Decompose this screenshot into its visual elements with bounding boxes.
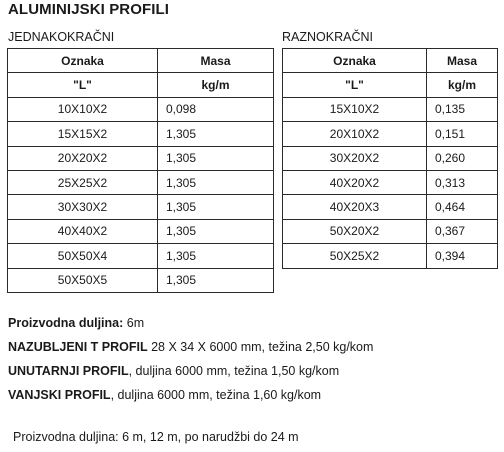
table-row [283,170,498,194]
cell-masa: 0,367 [427,219,498,243]
table-row [283,195,498,219]
table-row [8,195,274,219]
table-row [283,97,498,121]
equal-leg-caption: JEDNAKOKRAČNI [8,30,115,44]
cell-oznaka: 25X25X2 [8,170,158,194]
note-t-profile [8,340,373,354]
cell-masa: kg/m [427,73,498,97]
table-header-row [283,49,498,73]
cell-oznaka: 10X10X2 [8,97,158,121]
cell-oznaka: Oznaka [283,49,427,73]
note-inner-profile [8,364,339,378]
table-row [8,244,274,268]
cell-oznaka: 50X20X2 [283,219,427,243]
cell-masa: 1,305 [158,195,274,219]
cell-oznaka: 50X50X4 [8,244,158,268]
cell-oznaka: Oznaka [8,49,158,73]
note-outer-profile [8,388,321,402]
note-text: 28 X 34 X 6000 mm, težina 2,50 kg/kom [147,340,374,354]
cell-oznaka: 40X20X2 [283,170,427,194]
note-production-length [8,316,144,330]
cell-oznaka: "L" [283,73,427,97]
cell-masa: 1,305 [158,122,274,146]
cell-masa: 0,151 [427,122,498,146]
equal-leg-table [7,48,274,293]
cell-oznaka: "L" [8,73,158,97]
cell-oznaka: 20X10X2 [283,122,427,146]
cell-masa: 0,135 [427,97,498,121]
table-units-row [283,73,498,97]
cell-oznaka: 40X20X3 [283,195,427,219]
cell-masa: Masa [427,49,498,73]
cell-masa: 0,313 [427,170,498,194]
table-row [283,219,498,243]
note-label: NAZUBLJENI T PROFIL [8,340,148,354]
page-title: ALUMINIJSKI PROFILI [8,1,170,18]
table-row [8,122,274,146]
cell-masa: 1,305 [158,170,274,194]
cell-oznaka: 30X30X2 [8,195,158,219]
table-header-row [8,49,274,73]
cell-masa: 0,260 [427,146,498,170]
cell-oznaka: 15X10X2 [283,97,427,121]
cell-masa: 0,394 [427,244,498,268]
table-row [283,146,498,170]
cell-masa: 1,305 [158,244,274,268]
note-text: , duljina 6000 mm, težina 1,50 kg/kom [128,364,340,378]
cell-oznaka: 50X25X2 [283,244,427,268]
cell-oznaka: 50X50X5 [8,268,158,292]
note-text: 6m [123,316,145,330]
table-row [283,122,498,146]
cell-oznaka: 20X20X2 [8,146,158,170]
cell-masa: 1,305 [158,219,274,243]
cell-masa: 1,305 [158,268,274,292]
table-row [283,244,498,268]
cell-oznaka: 15X15X2 [8,122,158,146]
cell-masa: Masa [158,49,274,73]
unequal-leg-table [282,48,498,269]
table-row [8,268,274,292]
cell-masa: kg/m [158,73,274,97]
table-row [8,97,274,121]
table-row [8,170,274,194]
cell-masa: 0,098 [158,97,274,121]
table-row [8,146,274,170]
note-text: , duljina 6000 mm, težina 1,60 kg/kom [110,388,322,402]
footer-note: Proizvodna duljina: 6 m, 12 m, po narudžbi do 24 m [13,430,299,444]
table-row [8,219,274,243]
unequal-leg-caption: RAZNOKRAČNI [282,30,373,44]
cell-masa: 1,305 [158,146,274,170]
cell-oznaka: 30X20X2 [283,146,427,170]
cell-oznaka: 40X40X2 [8,219,158,243]
note-label: VANJSKI PROFIL [8,388,111,402]
cell-masa: 0,464 [427,195,498,219]
note-label: Proizvodna duljina: [8,316,124,330]
note-label: UNUTARNJI PROFIL [8,364,129,378]
table-units-row [8,73,274,97]
